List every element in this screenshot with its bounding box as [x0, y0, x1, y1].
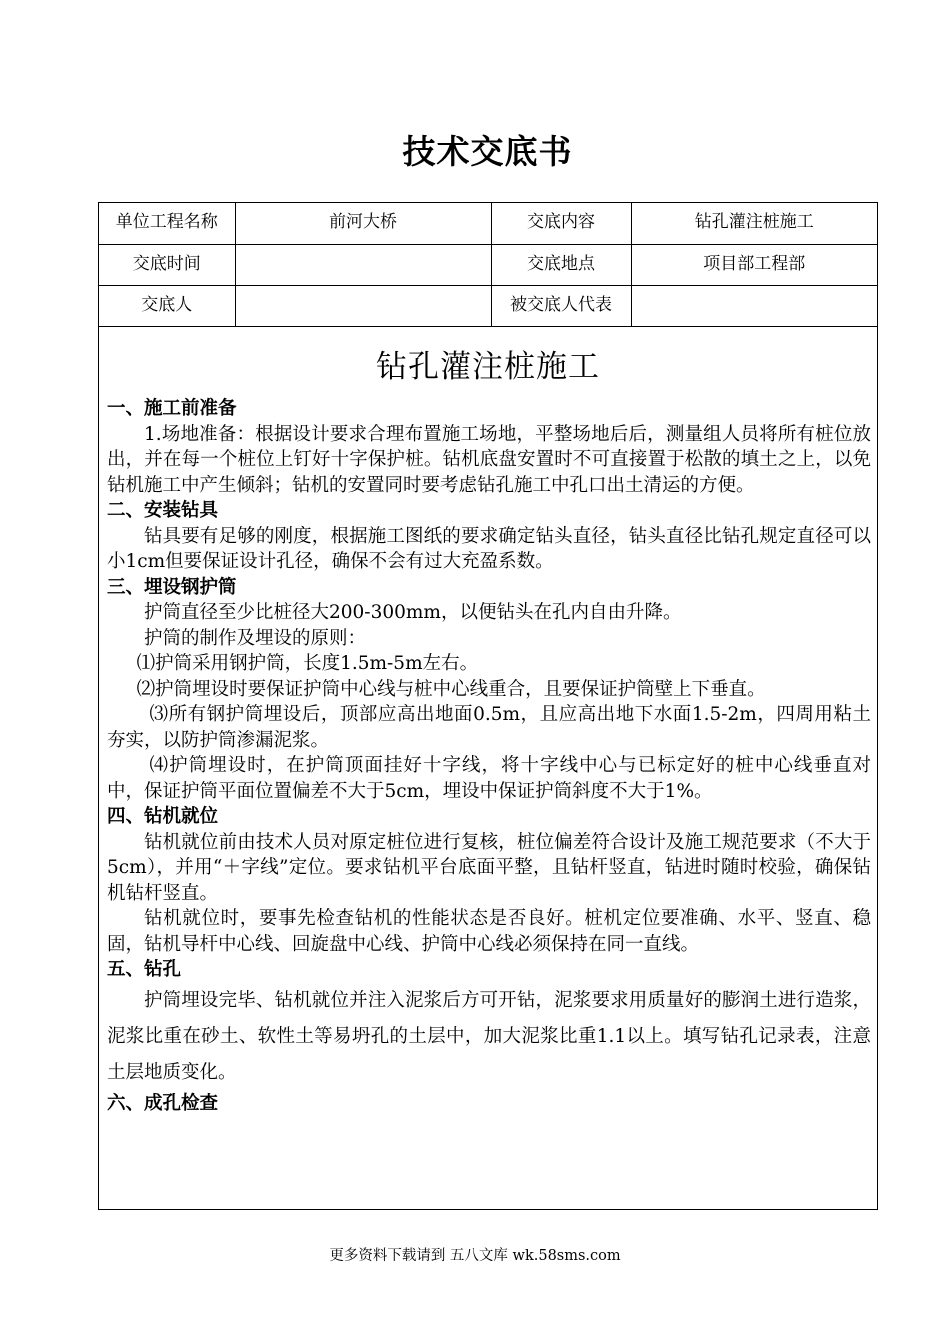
paragraph: 护筒直径至少比桩径大200-300mm，以便钻头在孔内自由升降。: [144, 602, 682, 623]
section-heading: 一、施工前准备: [107, 398, 237, 419]
content-body: [99, 396, 877, 1116]
section-heading: 四、钻机就位: [107, 806, 219, 827]
handover-time-value: [235, 244, 491, 285]
list-item: ⑶所有钢护筒埋设后，顶部应高出地面0.5m，且应高出地下水面1.5-2m，四周用粘土夯实，以防护筒渗漏泥浆。: [107, 704, 871, 751]
unit-project-name-value: 前河大桥: [235, 203, 491, 244]
section-heading: 五、钻孔: [107, 959, 182, 980]
handover-time-label: 交底时间: [99, 244, 235, 285]
handover-location-label: 交底地点: [491, 244, 631, 285]
section-heading: 二、安装钻具: [107, 500, 219, 521]
paragraph: 护筒的制作及埋设的原则：: [144, 627, 367, 649]
content-title: 钻孔灌注桩施工: [376, 349, 600, 385]
info-row: [99, 244, 877, 285]
handover-person-value: [235, 285, 491, 326]
handover-content-value: 钻孔灌注桩施工: [631, 203, 877, 244]
info-row: [99, 285, 877, 326]
paragraph: 钻具要有足够的刚度，根据施工图纸的要求确定钻头直径，钻头直径比钻孔规定直径可以小1cm但要保证设计孔径，确保不会有过大充盈系数。: [107, 525, 871, 572]
info-table: [99, 203, 877, 327]
info-row: [99, 203, 877, 244]
handover-person-label: 交底人: [99, 285, 235, 326]
handover-content-label: 交底内容: [491, 203, 631, 244]
document-frame: [98, 202, 878, 1210]
section-heading: 三、埋设钢护筒: [107, 576, 237, 598]
document-title: 技术交底书: [402, 132, 573, 171]
list-item: ⑴护筒采用钢护筒，长度1.5m-5m左右。: [136, 653, 479, 674]
handover-location-value: 项目部工程部: [631, 244, 877, 285]
section-heading: 六、成孔检查: [107, 1092, 219, 1114]
recipient-representative-value: [631, 285, 877, 326]
list-item: ⑵护筒埋设时要保证护筒中心线与桩中心线重合，且要保证护筒壁上下垂直。: [136, 678, 766, 700]
unit-project-name-label: 单位工程名称: [99, 203, 235, 244]
list-item: ⑷护筒埋设时，在护筒顶面挂好十字线，将十字线中心与已标定好的桩中心线垂直对中，保证护筒平面位置偏差不大于5cm，埋设中保证护筒斜度不大于1%。: [107, 755, 871, 802]
recipient-representative-label: 被交底人代表: [491, 285, 631, 326]
paragraph: 1.场地准备：根据设计要求合理布置施工场地，平整场地后后，测量组人员将所有桩位放出，并在每一个桩位上钉好十字保护桩。钻机底盘安置时不可直接置于松散的填土之上，以免钻机施工中产生倾斜；钻机的安置同时要考虑钻孔施工中孔口出土清运的方便。: [107, 423, 871, 496]
content-area: [99, 341, 877, 1209]
paragraph: 护筒埋设完毕、钻机就位并注入泥浆后方可开钻，泥浆要求用质量好的膨润土进行造浆，泥浆比重在砂土、软性土等易坍孔的土层中，加大泥浆比重1.1以上。填写钻孔记录表，注意土层地质变化。: [107, 989, 871, 1083]
footer-text: 更多资料下载请到 五八文库 wk.58sms.com: [329, 1248, 621, 1264]
paragraph: 钻机就位前由技术人员对原定桩位进行复核，桩位偏差符合设计及施工规范要求（不大于5cm），并用“＋字线”定位。要求钻机平台底面平整，且钻杆竖直，钻进时随时校验，确保钻机钻杆竖直。: [107, 831, 871, 904]
paragraph: 钻机就位时，要事先检查钻机的性能状态是否良好。桩机定位要准确、水平、竖直、稳固，钻机导杆中心线、回旋盘中心线、护筒中心线必须保持在同一直线。: [107, 908, 871, 955]
